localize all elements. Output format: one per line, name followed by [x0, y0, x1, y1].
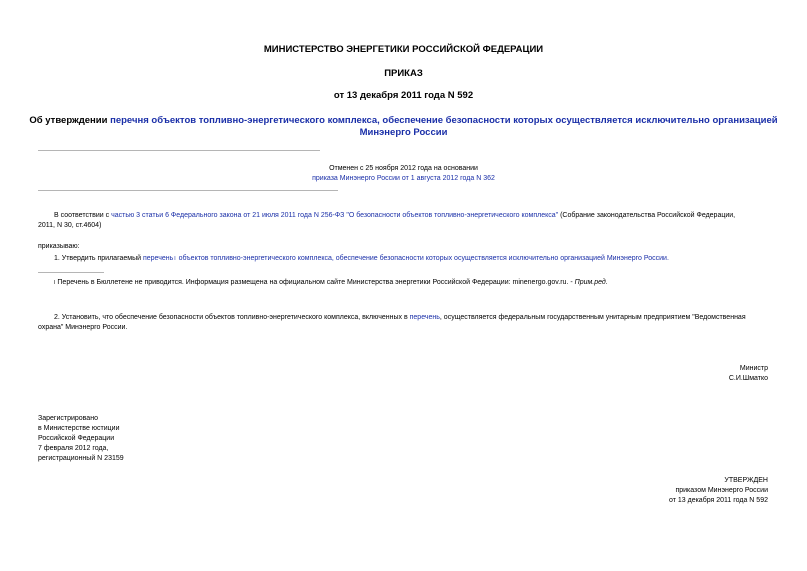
cancel-note: [0, 164, 807, 184]
approved-line2: приказом Минэнерго России: [675, 487, 768, 494]
footnote: [54, 278, 784, 288]
registration-line3: Российской Федерации: [38, 435, 115, 442]
ministry-heading: МИНИСТЕРСТВО ЭНЕРГЕТИКИ РОССИЙСКОЙ ФЕДЕРАЦИИ: [263, 44, 544, 55]
signature-name: С.И.Шматко: [728, 375, 768, 382]
signature: [729, 364, 768, 384]
preamble-paragraph: [38, 211, 778, 231]
item2-prefix: 2. Установить, что обеспечение безопасности объектов топливно-энергетического комплекса, включенных в: [54, 314, 410, 321]
cancel-note-text: Отменен с 25 ноября 2012 года на основании: [329, 165, 478, 172]
federal-law-link[interactable]: частью 3 статьи 6 Федерального закона от 21 июля 2011 года N 256-ФЗ "О безопасности объектов топливно-энергетического комплекса": [111, 212, 559, 219]
item-1: [54, 254, 784, 264]
approved-line3: от 13 декабря 2011 года N 592: [668, 497, 768, 504]
footnote-divider: [38, 272, 104, 273]
list-link[interactable]: перечень: [142, 255, 174, 262]
preamble-suffix: (Собрание законодательства Российской Федерации,: [558, 212, 736, 219]
registration-line2: в Министерстве юстиции: [38, 425, 120, 432]
item2-line2: охрана" Минэнерго России.: [38, 324, 128, 331]
signature-position: Министр: [739, 365, 768, 372]
title-prefix: Об утверждении: [29, 115, 111, 126]
item-2: [38, 313, 778, 333]
registration-line5: регистрационный N 23159: [38, 455, 124, 462]
preamble-line2: 2011, N 30, ст.4604): [38, 222, 102, 229]
footnote-text: Перечень в Бюллетене не приводится. Информация размещена на официальном сайте Министерства энергетики Российской Федерации: minenergo.gov.ru. -: [57, 279, 575, 286]
list-link-2[interactable]: перечень: [409, 314, 440, 321]
registration-line1: Зарегистрировано: [38, 415, 98, 422]
doc-type-heading: ПРИКАЗ: [384, 68, 423, 79]
cancel-order-link[interactable]: приказа Минэнерго России от 1 августа 2012 года N 362: [312, 175, 495, 182]
doc-date-number: от 13 декабря 2011 года N 592: [333, 90, 474, 101]
order-word: приказываю:: [38, 243, 80, 250]
divider-bottom: [38, 190, 338, 191]
document-title: [0, 115, 807, 139]
item2-suffix: , осуществляется федеральным государственным унитарным предприятием "Ведомственная: [439, 314, 746, 321]
approved-block: [669, 476, 768, 506]
preamble-prefix: В соответствии с: [54, 212, 112, 219]
footnote-ref[interactable]: I: [174, 256, 176, 262]
title-link-line2[interactable]: Минэнерго России: [359, 127, 448, 138]
approved-line1: УТВЕРЖДЕН: [724, 477, 768, 484]
list-link-text[interactable]: объектов топливно-энергетического комплекса, обеспечение безопасности которых осуществляется исключительно организацией Минэнерго России.: [178, 255, 669, 262]
footnote-editor-note: Прим.ред.: [574, 279, 608, 286]
registration-block: [38, 414, 124, 464]
divider-top: [38, 150, 320, 151]
title-link[interactable]: перечня объектов топливно-энергетического комплекса, обеспечение безопасности которых осуществляется исключительно организацией: [110, 115, 778, 126]
registration-line4: 7 февраля 2012 года,: [38, 445, 109, 452]
footnote-marker: I: [54, 280, 56, 286]
item1-prefix: 1. Утвердить прилагаемый: [54, 255, 143, 262]
